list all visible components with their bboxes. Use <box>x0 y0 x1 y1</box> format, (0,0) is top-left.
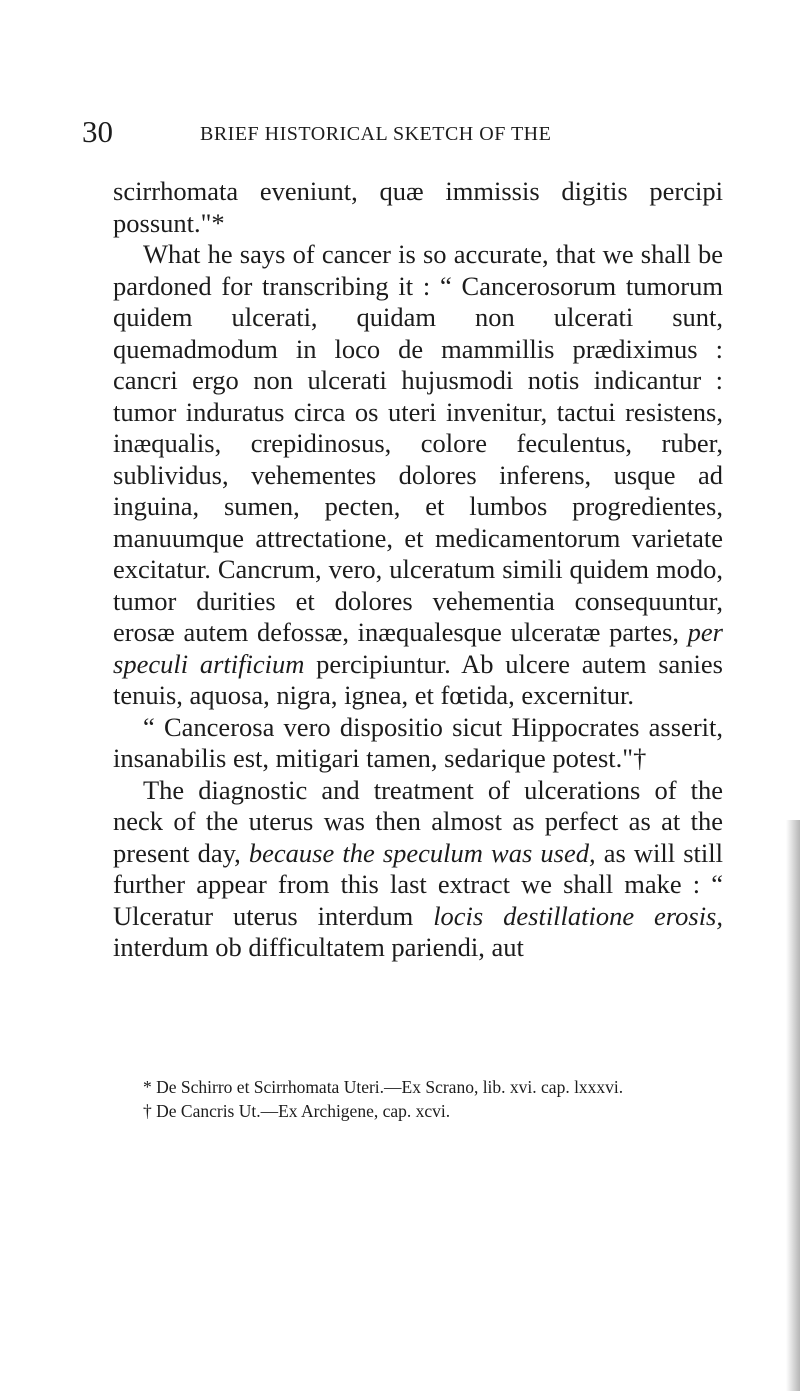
footnote-2: † De Cancris Ut.—Ex Archigene, cap. xcvi. <box>143 1101 451 1121</box>
page-edge-shadow <box>786 820 800 1391</box>
paragraph-4 <box>113 775 723 964</box>
paragraph-3: “ Cancerosa vero dispositio sicut Hippocrates asserit, insanabilis est, mitigari tamen, sedarique potest."† <box>113 711 723 773</box>
paragraph-4-italic-speculum: because the speculum was used, <box>248 837 596 868</box>
paragraph-2 <box>113 239 723 712</box>
running-head: BRIEF HISTORICAL SKETCH OF THE <box>200 123 552 145</box>
paragraph-2-italic-speculi: per speculi artificium <box>113 617 723 679</box>
paragraph-4-part-3: as will still further appear from this last extract we shall make : “ Ulceratur uterus interdum <box>113 837 723 931</box>
footnotes <box>113 1075 723 1123</box>
paragraph-4-part-5: interdum ob difficultatem pariendi, aut <box>113 932 524 962</box>
paragraph-2-part-3: percipiuntur. Ab ulcere autem sanies tenuis, aquosa, nigra, ignea, et fœtida, excernitur. <box>113 648 723 710</box>
paragraph-4-italic-locis: locis destillatione erosis, <box>433 900 723 931</box>
paragraph-1: scirrhomata eveniunt, quæ immissis digitis percipi possunt."* <box>113 176 723 238</box>
paragraph-4-part-1: The diagnostic and treatment of ulcerations of the neck of the uterus was then almost as perfect as at the present day, <box>113 774 723 868</box>
footnote-1: * De Schirro et Scirrhomata Uteri.—Ex Scrano, lib. xvi. cap. lxxxvi. <box>143 1077 624 1097</box>
paragraph-2-part-1: What he says of cancer is so accurate, that we shall be pardoned for transcribing it : “ Cancerosorum tumorum quidem ulcerati, quidam non ulcerati sunt, quemadmodum in loco de mammillis prædiximus : cancri ergo non ulcerati hujusmodi notis indicantur : tumor induratus circa os uteri invenitur, tactui resistens, inæqualis, crepidinosus, colore feculentus, ruber, sublividus, vehementes dolores inferens, usque ad inguina, sumen, pecten, et lumbos progredientes, manuumque attrectatione, et medicamentorum varietate excitatur. Cancrum, vero, ulceratum simili quidem modo, tumor durities et dolores vehementia consequuntur, erosæ autem defossæ, inæqualesque ulceratæ partes, <box>113 239 723 647</box>
body-text <box>113 176 723 964</box>
page-number: 30 <box>82 114 113 149</box>
